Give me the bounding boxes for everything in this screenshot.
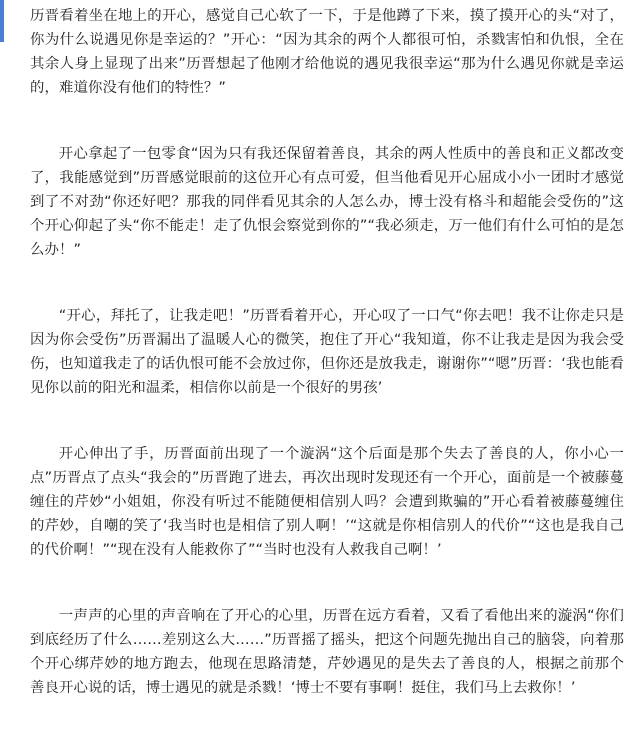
paragraph-2: 开心拿起了一包零食“因为只有我还保留着善良，其余的两人性质中的善良和正义都改变了，我能感觉到”历晋感觉眼前的这位开心有点可爱，但当他看见开心屈成小小一团时才感觉到了不对劲“你还好吧？那我的同伴看见其余的人怎么办，博士没有格斗和超能会受伤的”这个开心仰起了头“你不能走！走了仇恨会察觉到你的”“我必须走，万一他们有什么可怕的是怎么办！” — [30, 146, 624, 258]
paragraph-3: “开心，拜托了，让我走吧！”历晋看着开心，开心叹了一口气“你去吧！我不让你走只是因为你会受伤”历晋漏出了温暖人心的微笑，抱住了开心“我知道，你不让我走是因为我会受伤，也知道我走了的话仇恨可能不会放过你，但你还是放我走，谢谢你”“嗯”历晋：‘我也能看见你以前的阳光和温柔，相信你以前是一个很好的男孩’ — [30, 308, 624, 396]
paragraph-1: 历晋看着坐在地上的开心，感觉自己心软了一下，于是他蹲了下来，摸了摸开心的头“对了，你为什么说遇见你是幸运的？”开心：“因为其余的两个人都很可怕，杀戮害怕和仇恨，全在其余人身上显现了出来”历晋想起了他刚才给他说的遇见我很幸运“那为什么遇见你就是幸运的，难道你没有他们的特性？” — [30, 8, 624, 96]
accent-bar — [0, 0, 4, 42]
paragraph-4: 开心伸出了手，历晋面前出现了一个漩涡“这个后面是那个失去了善良的人，你小心一点”历晋点了点头“我会的”历晋跑了进去，再次出现时发现还有一个开心，面前是一个被藤蔓缠住的芹妙“小姐姐，你没有听过不能随便相信别人吗？会遭到欺骗的”开心看着被藤蔓缠住的芹妙，自嘲的笑了‘我当时也是相信了别人啊！’“这就是你相信别人的代价”“这也是我自己的代价啊！”“现在没有人能救你了”“当时也没有人救我自己啊！’ — [30, 446, 624, 558]
article-body — [30, 4, 624, 742]
paragraph-5: 一声声的心里的声音响在了开心的心里，历晋在远方看着，又看了看他出来的漩涡“你们到底经历了什么……差别这么大……”历晋摇了摇头，把这个问题先抛出自己的脑袋，向着那个开心绑芹妙的地方跑去，他现在思路清楚，芹妙遇见的是失去了善良的人，根据之前那个善良开心说的话，博士遇见的就是杀戮！‘博士不要有事啊！挺住，我们马上去救你！’ — [30, 608, 624, 696]
